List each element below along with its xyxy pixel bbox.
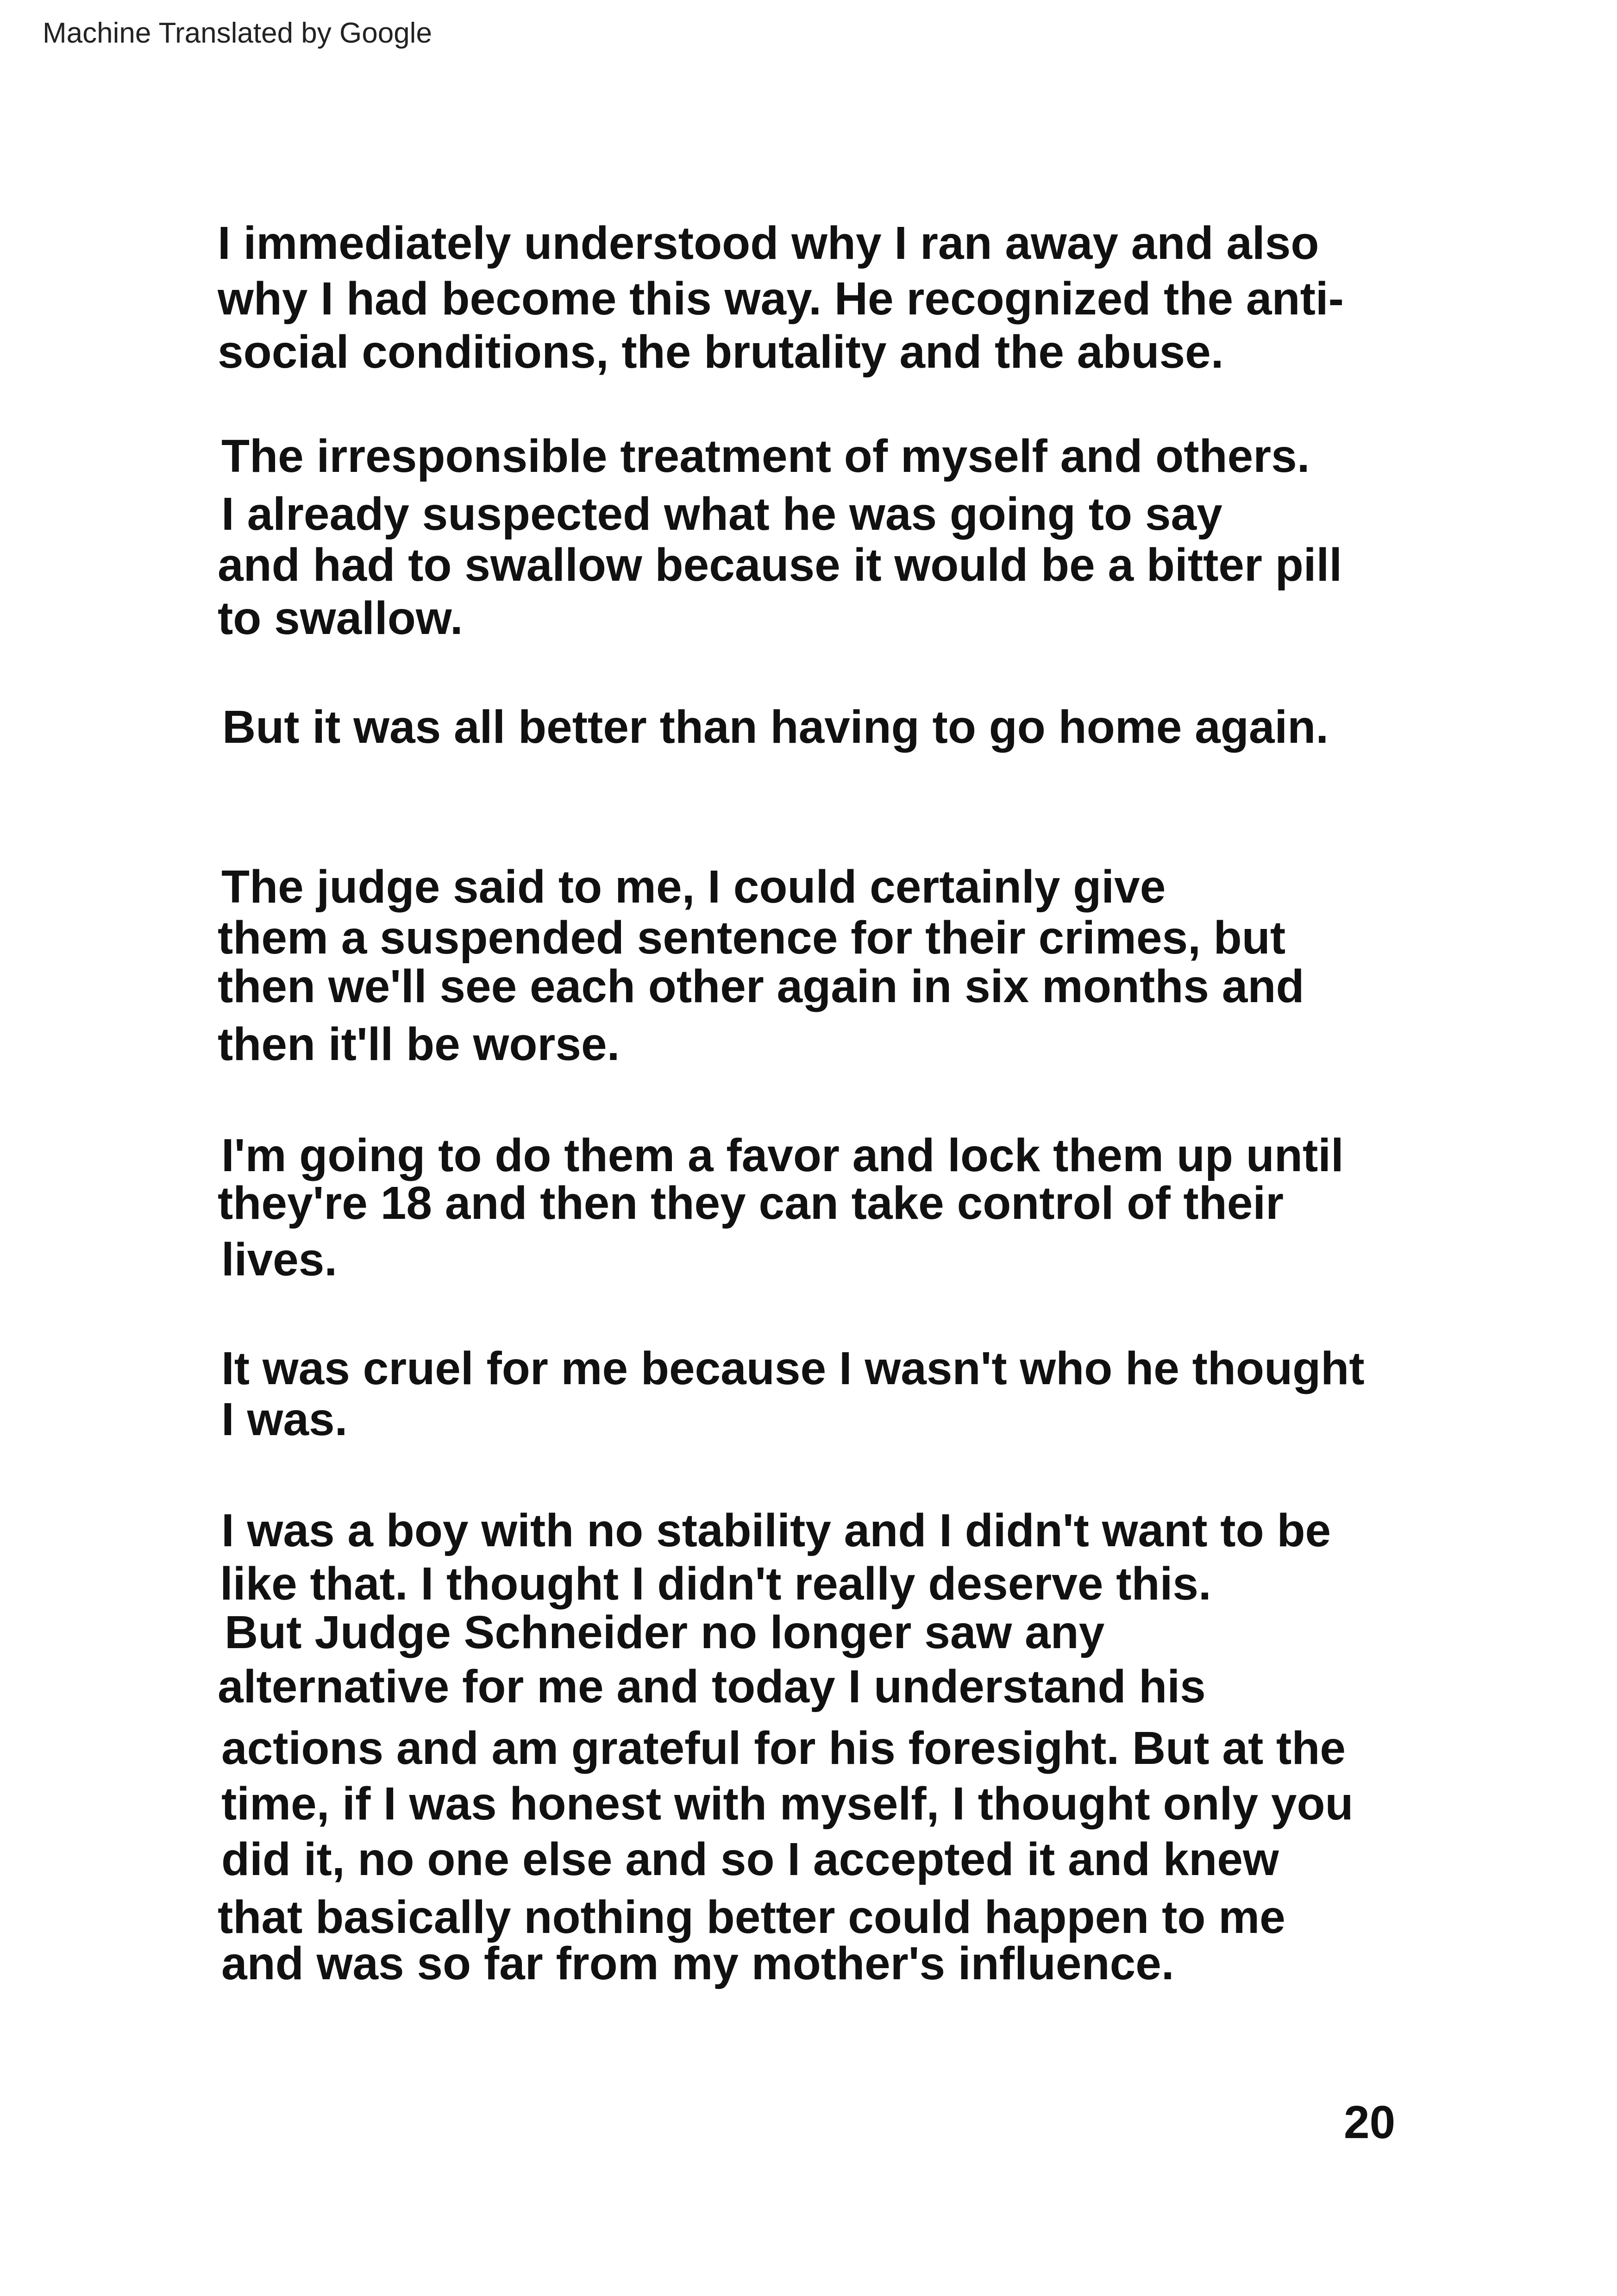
machine-translation-note: Machine Translated by Google [43, 17, 432, 49]
text-line: I immediately understood why I ran away and also [218, 217, 1319, 269]
text-line: But Judge Schneider no longer saw any [225, 1606, 1105, 1658]
page-number: 20 [1344, 2096, 1396, 2148]
text-line: them a suspended sentence for their crimes, but [218, 912, 1286, 964]
text-line: But it was all better than having to go home again. [222, 701, 1329, 753]
text-line: I was. [221, 1393, 348, 1445]
text-line: to swallow. [218, 592, 463, 644]
text-line: I already suspected what he was going to say [221, 488, 1222, 540]
text-line: like that. I thought I didn't really deserve this. [220, 1558, 1211, 1610]
text-line: then it'll be worse. [218, 1018, 620, 1070]
text-line: they're 18 and then they can take control of their [218, 1177, 1284, 1229]
text-line: lives. [221, 1234, 338, 1286]
text-line: alternative for me and today I understand his [218, 1661, 1206, 1713]
text-line: The judge said to me, I could certainly give [221, 861, 1166, 913]
text-line: I was a boy with no stability and I didn't want to be [221, 1505, 1331, 1556]
text-line: and was so far from my mother's influence. [221, 1938, 1174, 1989]
text-line: then we'll see each other again in six months and [218, 960, 1304, 1012]
text-line: actions and am grateful for his foresight. But at the [221, 1722, 1346, 1774]
text-line: It was cruel for me because I wasn't who he thought [221, 1342, 1365, 1394]
text-line: did it, no one else and so I accepted it and knew [221, 1833, 1279, 1885]
text-line: social conditions, the brutality and the abuse. [218, 326, 1224, 378]
text-line: The irresponsible treatment of myself and others. [221, 430, 1310, 482]
text-line: why I had become this way. He recognized the anti- [218, 273, 1344, 325]
text-line: time, if I was honest with myself, I thought only you [221, 1778, 1354, 1830]
text-line: I'm going to do them a favor and lock them up until [221, 1129, 1344, 1181]
text-line: and had to swallow because it would be a bitter pill [218, 539, 1342, 591]
text-line: that basically nothing better could happen to me [218, 1891, 1285, 1943]
